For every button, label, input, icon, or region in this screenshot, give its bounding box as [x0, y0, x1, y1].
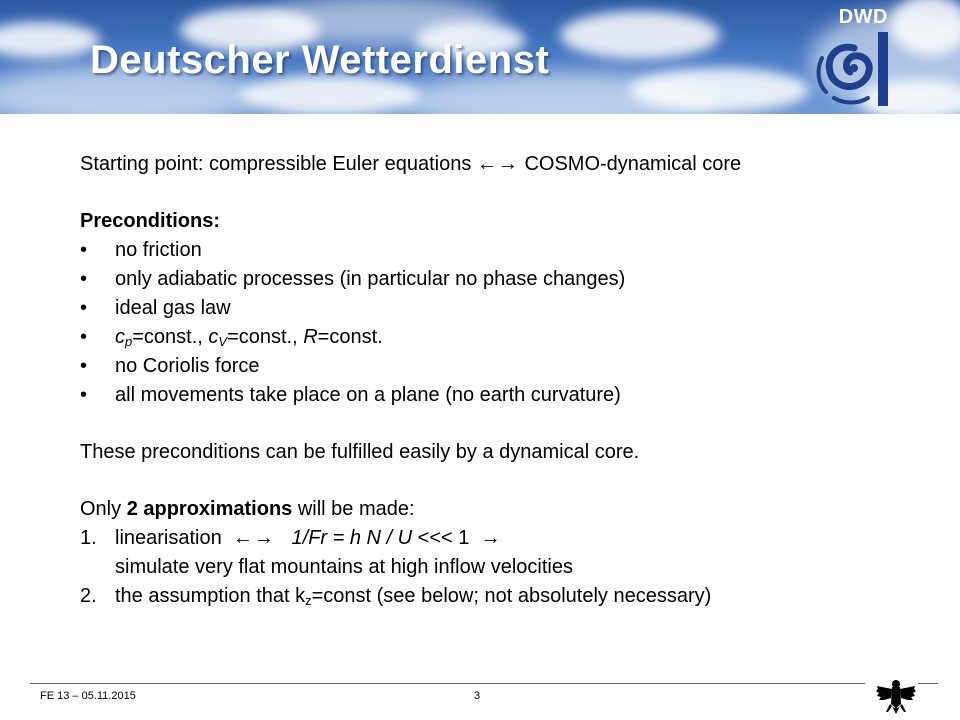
list-item — [80, 236, 900, 265]
cv-symbol: c — [208, 326, 219, 348]
list-item-constants — [80, 323, 900, 352]
header-banner — [0, 0, 960, 114]
cp-symbol: c — [115, 326, 125, 348]
dwd-logo-text: DWD — [838, 6, 888, 28]
numbered-item-2 — [80, 582, 900, 611]
dwd-swirl-icon — [808, 6, 888, 106]
footer-divider-right — [918, 683, 938, 684]
double-arrow-icon: ←→ — [232, 527, 275, 549]
approximations-lead — [80, 495, 900, 524]
list-item — [80, 265, 900, 294]
list-item-text: ideal gas law — [115, 297, 231, 319]
list-item-text: only adiabatic processes (in particular no phase changes) — [115, 268, 626, 290]
item2-content — [115, 582, 711, 611]
right-arrow-icon: → — [480, 527, 501, 549]
item1-text: linearisation — [115, 527, 222, 549]
bullet-icon: • — [80, 239, 88, 261]
constants-text — [115, 323, 383, 352]
intro-text: Starting point: compressible Euler equations — [80, 153, 472, 175]
cv-text: =const., — [227, 326, 304, 348]
fulfilled-statement: These preconditions can be fulfilled easily by a dynamical core. — [80, 441, 640, 463]
bullet-icon: • — [80, 297, 88, 319]
cp-subscript: p — [125, 334, 133, 349]
intro-tail: COSMO-dynamical core — [524, 153, 742, 175]
r-symbol: R — [303, 326, 318, 348]
kz-subscript: z — [305, 593, 312, 608]
cp-text: =const., — [132, 326, 209, 348]
footer-date-label: FE 13 – 05.11.2015 — [40, 690, 136, 702]
dwd-logo-icon — [808, 6, 888, 106]
preconditions-heading: Preconditions: — [80, 210, 221, 232]
brand-title: Deutscher Wetterdienst — [90, 38, 550, 82]
r-text: =const. — [317, 326, 383, 348]
list-item-text: no friction — [115, 239, 202, 261]
footer-divider — [30, 683, 865, 684]
bullet-icon: • — [80, 326, 88, 348]
page-number: 3 — [474, 690, 481, 702]
slide-content — [80, 150, 900, 611]
list-item — [80, 352, 900, 381]
item-number: 1. — [80, 527, 97, 549]
approx-lead-text: Only — [80, 498, 127, 520]
list-item-text: all movements take place on a plane (no earth curvature) — [115, 384, 621, 406]
froude-condition: <<< 1 — [412, 527, 470, 549]
item1-content — [115, 524, 501, 553]
item1-continuation: simulate very flat mountains at high inflow velocities — [115, 556, 573, 578]
approx-bold-text: 2 approximations — [126, 498, 293, 520]
intro-line — [80, 150, 900, 179]
numbered-item-1 — [80, 524, 900, 553]
bullet-icon: • — [80, 355, 88, 377]
double-arrow-icon: ←→ — [476, 153, 519, 175]
list-item-text: no Coriolis force — [115, 355, 260, 377]
bullet-icon: • — [80, 268, 88, 290]
list-item — [80, 294, 900, 323]
froude-formula: 1/Fr = h N / U — [291, 527, 413, 549]
item2-pre: the assumption that k — [115, 585, 306, 607]
federal-eagle-icon — [874, 678, 918, 720]
cv-subscript: V — [218, 334, 228, 349]
item-number: 2. — [80, 585, 97, 607]
item2-post: =const (see below; not absolutely necessary) — [311, 585, 712, 607]
approx-tail-text: will be made: — [292, 498, 415, 520]
list-item — [80, 381, 900, 410]
bullet-icon: • — [80, 384, 88, 406]
